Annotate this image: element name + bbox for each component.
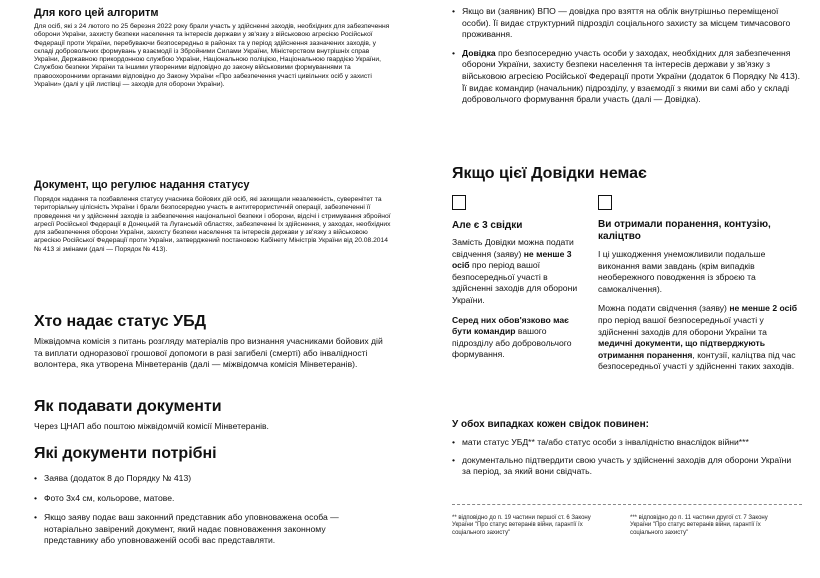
footnote-disability: *** відповідно до п. 11 частини другої ст. 7 Закону України "Про статус ветеранів війни, гарантії їх соціального захисту" [630,515,768,536]
list-item: • Якщо заяву подає ваш законний представник або уповноважена особа — нотаріально завірений документ, який надає повноваження законному представнику або уповноваженій особі вас представляти. [34,512,374,547]
section-body-who-for: Для осіб, які з 24 лютого по 25 березня 2022 року брали участь у здійсненні заходів, необхідних для забезпечення оборони України, захисту безпеки населення та інтересів держави у зв'язку з військовою агресією Російської Федерації проти України, перебуваючи безпосередньо в районах та у період здійснення зазначених заходів, у складі добровольчих формувань у взаємодії із Збройними Силами України, Міністерством внутрішніх справ України, Державною прикордонною службою України, Національною поліцією, Національною гвардією України, Службою безпеки України та іншими утвореними відповідно до закону військовими формуваннями та правоохоронними органами відповідно до Закону України «Про забезпечення участі цивільних осіб у захисті України» (далі у цій листівці — заходів для оборони України). [34,23,390,89]
footnote-ubd: ** відповідно до п. 19 частини першої ст. 6 Закону України "Про статус ветеранів війни, гарантії їх соціального захисту" [452,515,591,536]
certificate-list [452,6,802,106]
list-item: • Заява (додаток 8 до Порядку № 413) [34,473,374,485]
section-body-how-submit: Через ЦНАП або поштою міжвідомчій комісії Мінветеранів. [34,421,269,431]
list-item: • документально підтвердити свою участь у здійсненні заходів для оборони України за період, за який вони свідчать. [452,455,797,478]
footnote-divider [452,504,802,505]
option-witnesses-title: Але є 3 свідки [452,220,523,231]
option-witnesses [452,219,584,361]
option-injury [598,219,802,373]
list-item: • мати статус УБД** та/або статус особи з інвалідністю внаслідок війни*** [452,437,797,449]
section-body-who-grants: Міжвідомча комісія з питань розгляду матеріалів про визнання учасниками бойових дій та виплати одноразової грошової допомоги в разі загибелі (смерті) або інвалідності волонтера, яка утворена Мінветеранів (далі — міжвідомча комісія Мінветеранів). [34,336,383,370]
section-title-both-cases: У обох випадках кожен свідок повинен: [452,419,649,430]
option-injury-title: Ви отримали поранення, контузію, каліцтво [598,219,771,242]
list-item: • Фото 3х4 см, кольорове, матове. [34,493,374,505]
section-title-how-submit: Як подавати документи [34,398,222,415]
section-title-who-for: Для кого цей алгоритм [34,7,159,19]
documents-list [34,473,374,547]
section-title-who-grants: Хто надає статус УБД [34,313,206,330]
section-title-no-certificate: Якщо цієї Довідки немає [452,165,647,182]
section-title-regulation: Документ, що регулює надання статусу [34,179,250,191]
section-body-regulation: Порядок надання та позбавлення статусу учасника бойових дій осіб, які захищали незалежність, суверенітет та територіальну цілісність України і брали безпосередню участь в антитерористичній операції, забезпеченні її проведення чи у здійсненні заходів із забезпечення національної безпеки і оборони, відсічі і стримування збройної агресії Російської Федерації в Донецькій та Луганській областях, забезпеченні їх здійснення, у заходах, необхідних для забезпечення оборони України, захисту безпеки населення та інтересів держави у зв'язку з військовою агресією Російської Федерації проти України, затверджений постановою Кабінету Міністрів України від 20.08.2014 № 413 зі змінами (далі — Порядок № 413). [34,196,391,253]
section-title-documents: Які документи потрібні [34,445,217,462]
list-item: • Якщо ви (заявник) ВПО — довідка про взяття на облік внутрішньо переміщеної особи). Її видає структурний підрозділ соціального захисту за місцем тимчасового проживання. [452,6,802,41]
witness-requirements-list [452,437,797,478]
certificate-term: Довідка [462,47,496,58]
option-witnesses-commander: Серед них обов'язково має бути командир вашого підрозділу або добровольчого формування. [452,314,572,360]
option-injury-text: І ці ушкодження унеможливили подальше виконання вами завдань (крім випадків необережного поводження із зброєю та самокалічення). [598,249,766,294]
option-injury-witnesses: Можна подати свідчення (заяву) не менше 2 осіб про період вашої безпосередньої участі у здійсненні заходів для оборони України та медичні документи, що підтверджують отримання поранення, контузії, каліцтва під час безпосередньої участі у здійсненні таких заходів. [598,303,798,372]
checkbox-option-witnesses [452,195,466,210]
option-witnesses-text: Замість Довідки можна подати свідчення (заяву) не менше 3 осіб про період вашої безпосередньої участі в здійсненні заходів для оборони України. [452,237,578,305]
list-item: • Довідка про безпосередню участь особи у заходах, необхідних для забезпечення оборони України, захисту безпеки населення та інтересів держави у зв'язку з військовою агресією Російської Федерації проти України (додаток 6 Порядку № 413). Її видає командир (начальник) підрозділу, у взаємодії з якими ви самі або у складі добровольчого формування брали участь (далі — Довідка). [452,48,802,106]
checkbox-option-injury [598,195,612,210]
